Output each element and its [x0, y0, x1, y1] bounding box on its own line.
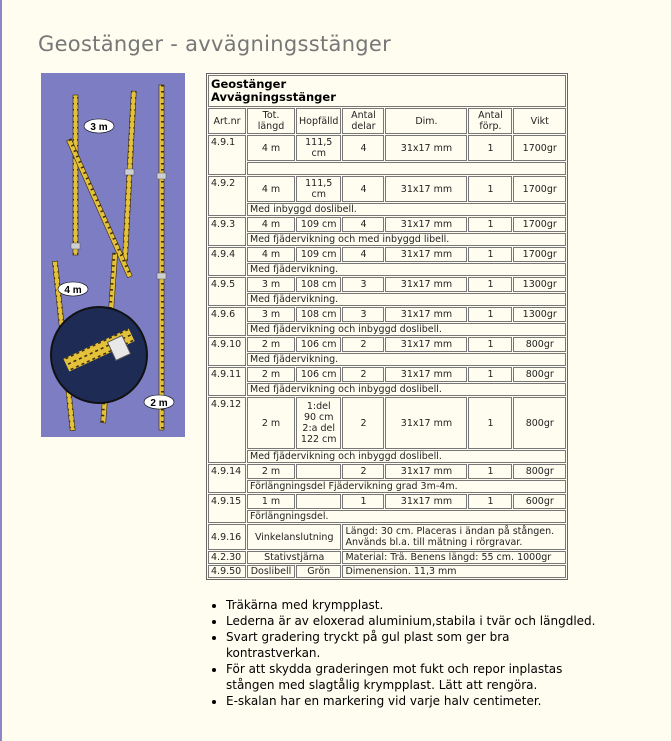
- hinge: [125, 169, 134, 175]
- weight: 800gr: [513, 367, 566, 382]
- product-note: Förlängningsdel Fjädervikning grad 3m-4m.: [247, 480, 566, 493]
- col-length: Tot. längd: [247, 108, 295, 134]
- parts-count: 2: [342, 397, 384, 449]
- art-number: 4.9.3: [208, 217, 246, 246]
- col-parts: Antal delar: [342, 108, 384, 134]
- art-number: 4.9.10: [208, 337, 246, 366]
- rod: [73, 95, 78, 255]
- hinge: [71, 243, 80, 249]
- col-folded: Hopfälld: [296, 108, 341, 134]
- table-row: [208, 367, 566, 382]
- feature-item: • Lederna är av eloxerad aluminium,stabila i tvär och längdled.: [226, 613, 598, 629]
- product-name: Vinkelanslutning: [247, 524, 341, 550]
- table-header-row: [208, 108, 566, 134]
- total-length: 4 m: [247, 135, 295, 161]
- table-row: [208, 464, 566, 479]
- art-number: 4.9.2: [208, 176, 246, 216]
- dimension: 31x17 mm: [385, 247, 467, 262]
- table-row: [208, 524, 566, 550]
- dimension: 31x17 mm: [385, 176, 467, 202]
- folded-length: 109 cm: [296, 247, 341, 262]
- note-row: [208, 353, 566, 366]
- dimension: 31x17 mm: [385, 135, 467, 161]
- note-row: [208, 203, 566, 216]
- weight: 800gr: [513, 464, 566, 479]
- note-row: [208, 293, 566, 306]
- art-number: 4.9.12: [208, 397, 246, 463]
- table-title: Geostänger Avvägningsstänger: [208, 75, 566, 107]
- weight: 1700gr: [513, 135, 566, 161]
- label-2m: 2 m: [150, 398, 168, 409]
- total-length: 1 m: [247, 494, 295, 509]
- dimension: 31x17 mm: [385, 397, 467, 449]
- total-length: 4 m: [247, 176, 295, 202]
- total-length: 2 m: [247, 397, 295, 449]
- dimension: 31x17 mm: [385, 307, 467, 322]
- hinge: [157, 273, 166, 279]
- total-length: 2 m: [247, 367, 295, 382]
- art-number: 4.9.6: [208, 307, 246, 336]
- total-length: 4 m: [247, 247, 295, 262]
- pack-count: 1: [468, 367, 512, 382]
- total-length: 3 m: [247, 307, 295, 322]
- left-border: [0, 0, 2, 741]
- feature-item: • E-skalan har en markering vid varje halv centimeter.: [226, 693, 598, 709]
- folded-length: 1:del 90 cm 2:a del 122 cm: [296, 397, 341, 449]
- parts-count: 2: [342, 367, 384, 382]
- table-row: [208, 397, 566, 449]
- weight: 1700gr: [513, 217, 566, 232]
- product-note: Med fjädervikning och inbyggd doslibell.: [247, 323, 566, 336]
- pack-count: 1: [468, 176, 512, 202]
- product-note: Med fjädervikning.: [247, 353, 566, 366]
- label-4m: 4 m: [64, 285, 82, 296]
- art-number: 4.9.16: [208, 524, 246, 550]
- pack-count: 1: [468, 464, 512, 479]
- pack-count: 1: [468, 397, 512, 449]
- art-number: 4.9.11: [208, 367, 246, 396]
- weight: 1300gr: [513, 307, 566, 322]
- parts-count: 4: [342, 176, 384, 202]
- art-number: 4.9.14: [208, 464, 246, 493]
- folded-length: 108 cm: [296, 307, 341, 322]
- rod: [159, 85, 164, 430]
- product-note: [247, 162, 566, 175]
- page-title: Geostänger - avvägningsstänger: [38, 32, 392, 56]
- folded-length: [296, 494, 341, 509]
- weight: 800gr: [513, 397, 566, 449]
- feature-list: [208, 597, 598, 709]
- parts-count: 2: [342, 464, 384, 479]
- parts-count: 4: [342, 217, 384, 232]
- art-number: 4.9.50: [208, 565, 246, 578]
- art-number: 4.9.4: [208, 247, 246, 276]
- folded-length: 111,5 cm: [296, 135, 341, 161]
- pack-count: 1: [468, 307, 512, 322]
- parts-count: 3: [342, 277, 384, 292]
- art-number: 4.2.30: [208, 551, 246, 564]
- total-length: 2 m: [247, 337, 295, 352]
- product-note: Med fjädervikning och inbyggd doslibell.: [247, 383, 566, 396]
- total-length: 3 m: [247, 277, 295, 292]
- total-length: 4 m: [247, 217, 295, 232]
- note-row: [208, 450, 566, 463]
- dimension: 31x17 mm: [385, 277, 467, 292]
- parts-count: 3: [342, 307, 384, 322]
- pack-count: 1: [468, 337, 512, 352]
- label-3m: 3 m: [90, 122, 108, 133]
- parts-count: 4: [342, 247, 384, 262]
- table-row: [208, 176, 566, 202]
- col-art: Art.nr: [208, 108, 246, 134]
- table-row: [208, 551, 566, 564]
- col-pack: Antal förp.: [468, 108, 512, 134]
- art-number: 4.9.15: [208, 494, 246, 523]
- table-row: [208, 247, 566, 262]
- product-note: Med fjädervikning.: [247, 293, 566, 306]
- pack-count: 1: [468, 217, 512, 232]
- weight: 1300gr: [513, 277, 566, 292]
- dimension: 31x17 mm: [385, 464, 467, 479]
- product-note: Förlängningsdel.: [247, 510, 566, 523]
- table-row: [208, 217, 566, 232]
- product-note: Med inbyggd doslibell.: [247, 203, 566, 216]
- art-number: 4.9.1: [208, 135, 246, 175]
- table-row: [208, 565, 566, 578]
- feature-item: • Svart gradering tryckt på gul plast som ger bra kontrastverkan.: [226, 629, 598, 661]
- parts-count: 4: [342, 135, 384, 161]
- table-row: [208, 307, 566, 322]
- parts-count: 2: [342, 337, 384, 352]
- pack-count: 1: [468, 277, 512, 292]
- folded-length: 108 cm: [296, 277, 341, 292]
- folded-length: 106 cm: [296, 337, 341, 352]
- col-dim: Dim.: [385, 108, 467, 134]
- product-description: Längd: 30 cm. Placeras i ändan på stången. Används bl.a. till mätning i rörgravar.: [342, 524, 566, 550]
- product-note: Med fjädervikning och inbyggd doslibell.: [247, 450, 566, 463]
- art-number: 4.9.5: [208, 277, 246, 306]
- product-photo: [41, 73, 185, 437]
- product-table: [206, 73, 568, 580]
- folded-length: 109 cm: [296, 217, 341, 232]
- weight: 1700gr: [513, 176, 566, 202]
- folded-length: 106 cm: [296, 367, 341, 382]
- note-row: [208, 263, 566, 276]
- col-weight: Vikt: [513, 108, 566, 134]
- pack-count: 1: [468, 494, 512, 509]
- table-row: [208, 277, 566, 292]
- dimension: 31x17 mm: [385, 494, 467, 509]
- product-note: Med fjädervikning.: [247, 263, 566, 276]
- hinge: [157, 173, 166, 179]
- product-description: Dimenension. 11,3 mm: [342, 565, 566, 578]
- weight: 800gr: [513, 337, 566, 352]
- note-row: [208, 510, 566, 523]
- total-length: 2 m: [247, 464, 295, 479]
- product-color: Grön: [296, 565, 341, 578]
- dimension: 31x17 mm: [385, 337, 467, 352]
- pack-count: 1: [468, 247, 512, 262]
- weight: 600gr: [513, 494, 566, 509]
- dimension: 31x17 mm: [385, 367, 467, 382]
- parts-count: 1: [342, 494, 384, 509]
- table-title-row: [208, 75, 566, 107]
- note-row: [208, 323, 566, 336]
- note-row: [208, 480, 566, 493]
- feature-item: • För att skydda graderingen mot fukt och repor inplastas stången med slagtålig krympplast. Lätt att rengöra.: [226, 661, 598, 693]
- product-name: Stativstjärna: [247, 551, 341, 564]
- feature-item: • Träkärna med krympplast.: [226, 597, 598, 613]
- table-row: [208, 494, 566, 509]
- pack-count: 1: [468, 135, 512, 161]
- product-name: Doslibell: [247, 565, 295, 578]
- dimension: 31x17 mm: [385, 217, 467, 232]
- note-row: [208, 233, 566, 246]
- note-row: [208, 383, 566, 396]
- note-row: [208, 162, 566, 175]
- rod: [122, 91, 136, 261]
- table-row: [208, 135, 566, 161]
- folded-length: 111,5 cm: [296, 176, 341, 202]
- weight: 1700gr: [513, 247, 566, 262]
- product-description: Material: Trä. Benens längd: 55 cm. 1000gr: [342, 551, 566, 564]
- product-note: Med fjädervikning och med inbyggd libell.: [247, 233, 566, 246]
- table-row: [208, 337, 566, 352]
- folded-length: [296, 464, 341, 479]
